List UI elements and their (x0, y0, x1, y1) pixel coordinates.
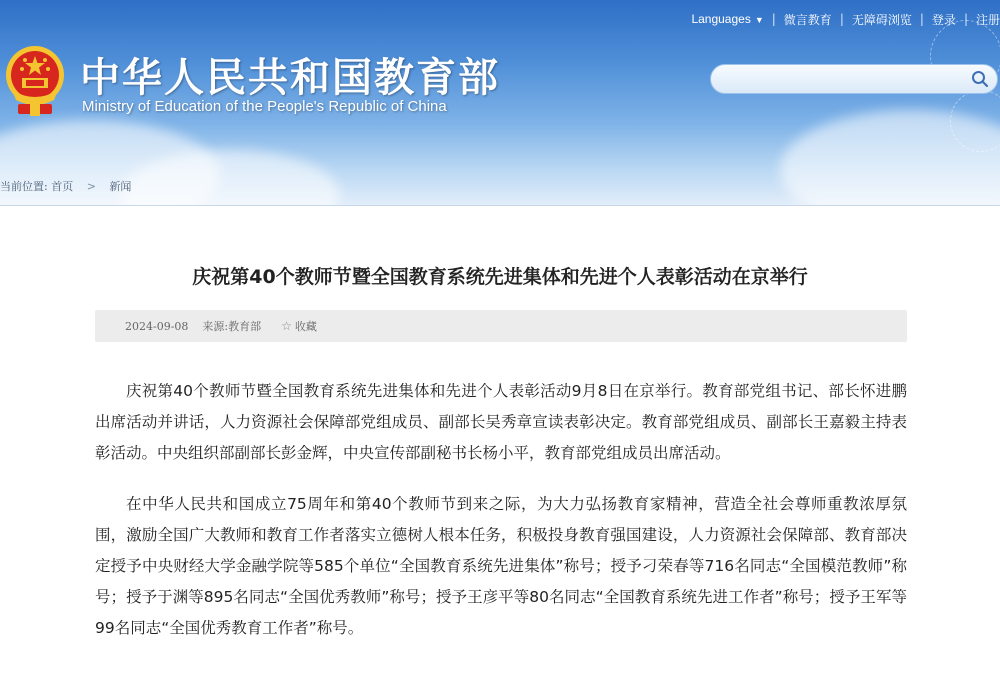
star-icon: ☆ (281, 319, 292, 333)
login-link[interactable]: 登录 (931, 12, 956, 27)
nav-separator: | (963, 12, 968, 26)
nav-separator: | (771, 12, 776, 26)
header-divider (0, 205, 1000, 206)
site-title[interactable]: 中华人民共和国教育部 (80, 54, 500, 101)
nav-separator: | (839, 12, 844, 26)
nav-separator: | (919, 12, 924, 26)
top-navigation (691, 10, 1000, 28)
accessible-link[interactable]: 无障碍浏览 (851, 12, 912, 27)
breadcrumb-label: 当前位置: (0, 180, 48, 193)
article-body (95, 376, 907, 664)
chevron-down-icon: ▼ (754, 15, 764, 25)
favorite-button[interactable] (281, 318, 317, 334)
article-source: 来源:教育部 (202, 320, 262, 333)
search-icon[interactable] (971, 70, 989, 88)
national-emblem-icon (4, 42, 66, 120)
chevron-right-icon: > (86, 180, 96, 193)
article-title: 庆祝第40个教师节暨全国教育系统先进集体和先进个人表彰活动在京举行 (192, 266, 808, 288)
breadcrumb-home[interactable]: 首页 (51, 180, 74, 193)
site-subtitle: Ministry of Education of the People's Republic of China (82, 98, 447, 115)
languages-menu[interactable] (691, 12, 763, 26)
article-paragraph: 庆祝第40个教师节暨全国教育系统先进集体和先进个人表彰活动9月8日在京举行。教育部党组书记、部长怀进鹏出席活动并讲话，人力资源社会保障部党组成员、副部长吴秀章宣读表彰决定。教育部党组成员、副部长王嘉毅主持表彰活动。中央组织部副部长彭金辉，中央宣传部副秘书长杨小平，教育部党组成员出席活动。 (95, 382, 907, 462)
register-link[interactable]: 注册 (975, 12, 1000, 27)
site-header (0, 0, 1000, 206)
breadcrumb (0, 178, 131, 194)
publish-date: 2024-09-08 (125, 319, 189, 333)
languages-label: Languages (691, 12, 751, 26)
search-input[interactable] (723, 70, 967, 90)
weibo-link[interactable]: 微言教育 (783, 12, 832, 27)
favorite-label: 收藏 (294, 320, 317, 333)
article-paragraph: 在中华人民共和国成立75周年和第40个教师节到来之际，为大力弘扬教育家精神，营造全社会尊师重教浓厚氛围，激励全国广大教师和教育工作者落实立德树人根本任务，积极投身教育强国建设，人力资源社会保障部、教育部决定授予中央财经大学金融学院等585个单位“全国教育系统先进集体”称号；授予刁荣春等716名同志“全国模范教师”称号；授予于渊等895名同志“全国优秀教师”称号；授予王彦平等80名同志“全国教育系统先进工作者”称号；授予王军等99名同志“全国优秀教育工作者”称号。 (95, 495, 907, 637)
breadcrumb-current[interactable]: 新闻 (109, 180, 132, 193)
article-meta-bar (95, 310, 907, 342)
search-box (710, 64, 998, 94)
